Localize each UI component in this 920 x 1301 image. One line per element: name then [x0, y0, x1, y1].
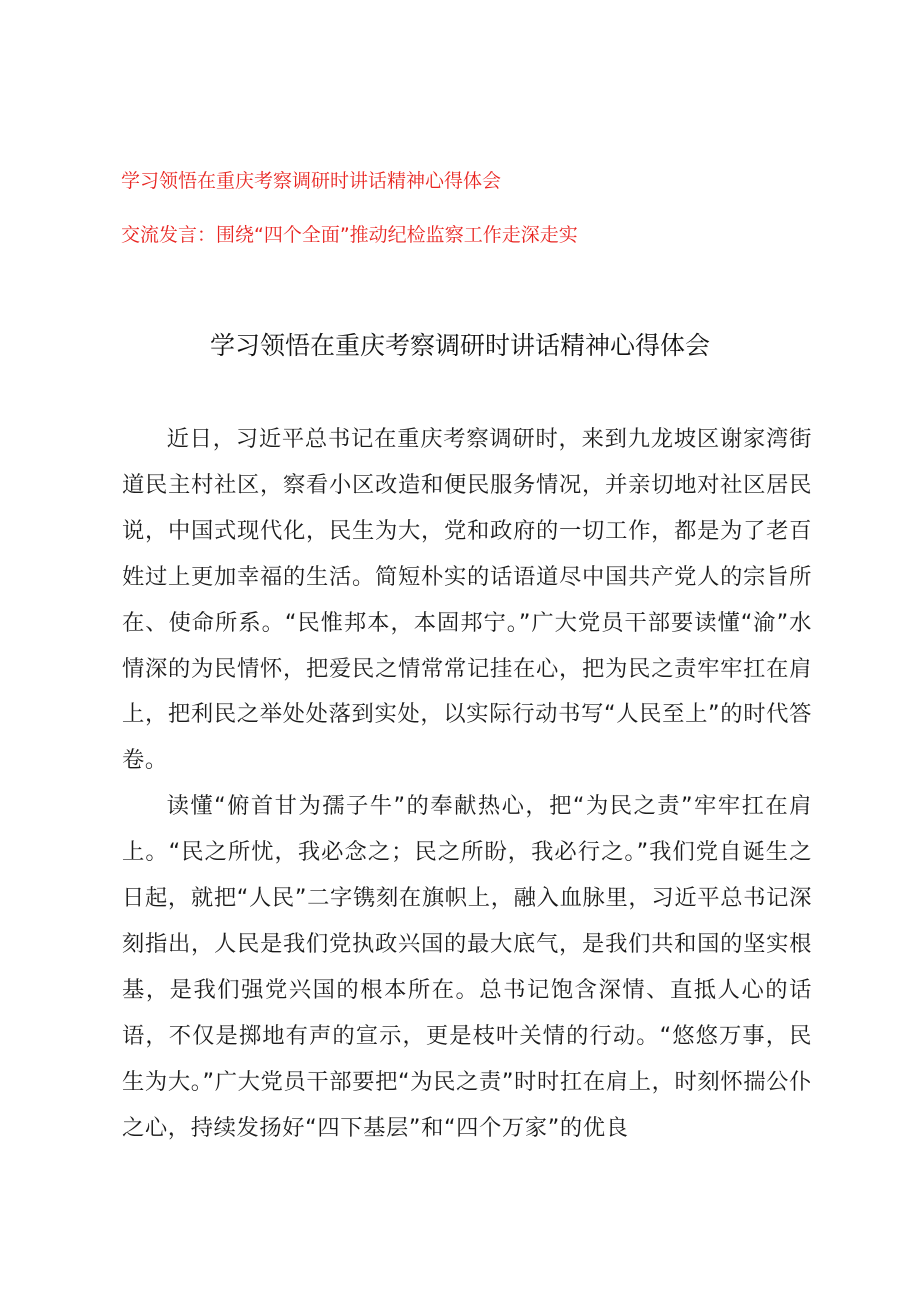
- article-paragraph-1: 近日，习近平总书记在重庆考察调研时，来到九龙坡区谢家湾街道民主村社区，察看小区改造和便民服务情况，并亲切地对社区居民说，中国式现代化，民生为大，党和政府的一切工作，都是为了老百姓过上更加幸福的生活。简短朴实的话语道尽中国共产党人的宗旨所在、使命所系。“民惟邦本，本固邦宁。”广大党员干部要读懂“渝”水情深的为民情怀，把爱民之情常常记挂在心，把为民之责牢牢扛在肩上，把利民之举处处落到实处，以实际行动书写“人民至上”的时代答卷。: [122, 426, 812, 774]
- related-article-link-2[interactable]: 交流发言：围绕“四个全面”推动纪检监察工作走深走实: [121, 224, 578, 246]
- article-paragraph-2: 读懂“俯首甘为孺子牛”的奉献热心，把“为民之责”牢牢扛在肩上。“民之所忧，我必念之；民之所盼，我必行之。”我们党自诞生之日起，就把“人民”二字镌刻在旗帜上，融入血脉里，习近平总书记深刻指出，人民是我们党执政兴国的最大底气，是我们共和国的坚实根基，是我们强党兴国的根本所在。总书记饱含深情、直抵人心的话语，不仅是掷地有声的宣示，更是枝叶关情的行动。“悠悠万事，民生为大。”广大党员干部要把“为民之责”时时扛在肩上，时刻怀揣公仆之心，持续发扬好“四下基层”和“四个万家”的优良: [122, 793, 812, 1141]
- article-title: 学习领悟在重庆考察调研时讲话精神心得体会: [209, 331, 710, 360]
- related-article-link-1[interactable]: 学习领悟在重庆考察调研时讲话精神心得体会: [121, 170, 502, 192]
- article-body: [122, 417, 812, 1152]
- related-articles-list: [121, 166, 821, 250]
